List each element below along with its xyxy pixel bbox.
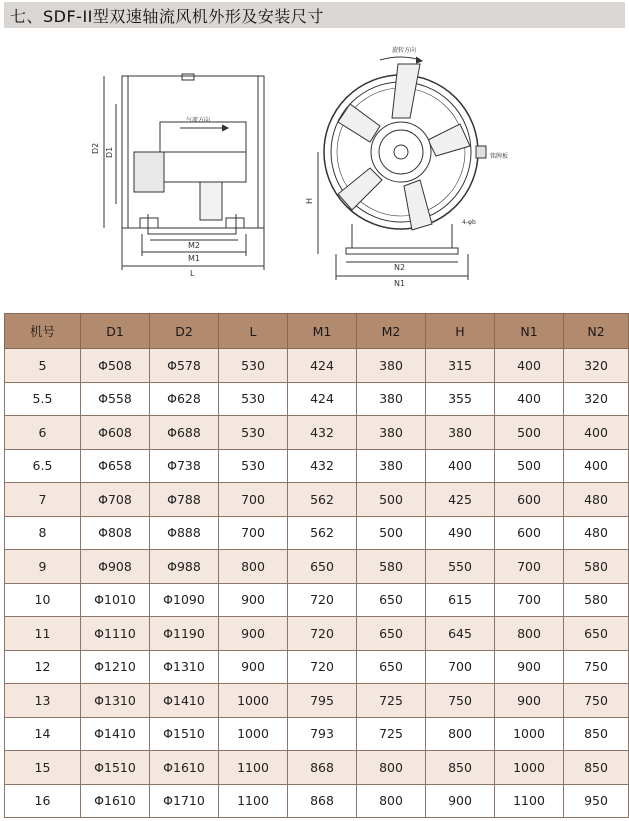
- cell-l: 530: [219, 382, 288, 416]
- cell-h: 700: [426, 650, 495, 684]
- label-n1: N1: [394, 279, 406, 288]
- table-row: [5, 483, 629, 517]
- cell-m1: 562: [288, 483, 357, 517]
- cell-n2: 400: [564, 416, 629, 450]
- cell-l: 1000: [219, 684, 288, 718]
- cell-m2: 650: [357, 583, 426, 617]
- cell-h: 645: [426, 617, 495, 651]
- cell-m2: 380: [357, 349, 426, 383]
- cell-d2: Φ1190: [150, 617, 219, 651]
- table-row: [5, 583, 629, 617]
- cell-h: 615: [426, 583, 495, 617]
- cell-l: 700: [219, 516, 288, 550]
- side-view: [104, 74, 264, 270]
- label-holes: 4-φb: [462, 219, 476, 226]
- cell-n2: 580: [564, 583, 629, 617]
- cell-h: 355: [426, 382, 495, 416]
- cell-model: 6: [5, 416, 81, 450]
- label-rotation: 旋转方向: [392, 47, 417, 54]
- cell-d2: Φ788: [150, 483, 219, 517]
- cell-n2: 480: [564, 483, 629, 517]
- cell-m2: 650: [357, 650, 426, 684]
- cell-model: 11: [5, 617, 81, 651]
- cell-d2: Φ738: [150, 449, 219, 483]
- cell-model: 8: [5, 516, 81, 550]
- cell-l: 530: [219, 349, 288, 383]
- table-row: [5, 751, 629, 785]
- table-header-row: [5, 314, 629, 349]
- cell-n2: 750: [564, 684, 629, 718]
- front-view: [318, 57, 486, 280]
- cell-m1: 720: [288, 617, 357, 651]
- cell-m2: 800: [357, 751, 426, 785]
- cell-d2: Φ688: [150, 416, 219, 450]
- table-row: [5, 784, 629, 818]
- cell-n1: 500: [495, 449, 564, 483]
- cell-l: 530: [219, 416, 288, 450]
- cell-h: 490: [426, 516, 495, 550]
- cell-n2: 750: [564, 650, 629, 684]
- table-row: [5, 516, 629, 550]
- cell-m1: 868: [288, 784, 357, 818]
- cell-m2: 500: [357, 483, 426, 517]
- cell-d1: Φ1510: [81, 751, 150, 785]
- cell-n2: 320: [564, 382, 629, 416]
- cell-model: 7: [5, 483, 81, 517]
- cell-h: 400: [426, 449, 495, 483]
- table-row: [5, 550, 629, 584]
- cell-l: 900: [219, 617, 288, 651]
- fan-dimension-drawing: [0, 34, 629, 304]
- table-row: [5, 349, 629, 383]
- cell-m1: 424: [288, 382, 357, 416]
- cell-model: 10: [5, 583, 81, 617]
- cell-l: 1100: [219, 784, 288, 818]
- cell-n2: 320: [564, 349, 629, 383]
- cell-m2: 650: [357, 617, 426, 651]
- label-flow-direction: 气流方向: [186, 117, 211, 124]
- cell-l: 900: [219, 650, 288, 684]
- table-row: [5, 650, 629, 684]
- table-row: [5, 416, 629, 450]
- table-row: [5, 449, 629, 483]
- fan-drawing-svg: [0, 34, 629, 304]
- header-d1: D1: [81, 314, 150, 349]
- cell-h: 380: [426, 416, 495, 450]
- cell-l: 800: [219, 550, 288, 584]
- cell-m2: 380: [357, 449, 426, 483]
- cell-m2: 725: [357, 717, 426, 751]
- label-n2: N2: [394, 263, 406, 272]
- header-model: 机号: [5, 314, 81, 349]
- header-n1: N1: [495, 314, 564, 349]
- cell-d1: Φ808: [81, 516, 150, 550]
- cell-d2: Φ1090: [150, 583, 219, 617]
- label-d2: D2: [91, 142, 100, 154]
- cell-h: 850: [426, 751, 495, 785]
- dimension-table: [4, 313, 629, 818]
- cell-model: 14: [5, 717, 81, 751]
- cell-m2: 500: [357, 516, 426, 550]
- label-l: L: [190, 269, 195, 278]
- cell-l: 900: [219, 583, 288, 617]
- cell-d1: Φ908: [81, 550, 150, 584]
- cell-n2: 400: [564, 449, 629, 483]
- table-row: [5, 684, 629, 718]
- cell-n1: 1100: [495, 784, 564, 818]
- section-title: 七、SDF-II型双速轴流风机外形及安装尺寸: [10, 6, 324, 26]
- cell-m2: 380: [357, 382, 426, 416]
- cell-m1: 562: [288, 516, 357, 550]
- table-body: [5, 349, 629, 818]
- cell-m2: 725: [357, 684, 426, 718]
- cell-m1: 868: [288, 751, 357, 785]
- cell-m1: 650: [288, 550, 357, 584]
- cell-m2: 380: [357, 416, 426, 450]
- cell-model: 15: [5, 751, 81, 785]
- cell-m1: 424: [288, 349, 357, 383]
- cell-h: 800: [426, 717, 495, 751]
- cell-d2: Φ578: [150, 349, 219, 383]
- cell-n2: 850: [564, 751, 629, 785]
- cell-model: 5: [5, 349, 81, 383]
- cell-d1: Φ658: [81, 449, 150, 483]
- cell-n1: 500: [495, 416, 564, 450]
- cell-model: 9: [5, 550, 81, 584]
- cell-n1: 900: [495, 684, 564, 718]
- cell-d2: Φ628: [150, 382, 219, 416]
- cell-n1: 600: [495, 483, 564, 517]
- cell-m1: 720: [288, 583, 357, 617]
- cell-n2: 480: [564, 516, 629, 550]
- cell-d1: Φ508: [81, 349, 150, 383]
- header-m2: M2: [357, 314, 426, 349]
- cell-n2: 950: [564, 784, 629, 818]
- cell-d2: Φ888: [150, 516, 219, 550]
- cell-h: 425: [426, 483, 495, 517]
- cell-n1: 600: [495, 516, 564, 550]
- header-d2: D2: [150, 314, 219, 349]
- cell-d1: Φ1610: [81, 784, 150, 818]
- cell-h: 550: [426, 550, 495, 584]
- cell-d1: Φ1010: [81, 583, 150, 617]
- header-l: L: [219, 314, 288, 349]
- cell-m1: 432: [288, 416, 357, 450]
- cell-d2: Φ1710: [150, 784, 219, 818]
- cell-m2: 580: [357, 550, 426, 584]
- label-m2: M2: [188, 241, 200, 250]
- cell-d1: Φ708: [81, 483, 150, 517]
- cell-n2: 650: [564, 617, 629, 651]
- label-h: H: [305, 197, 314, 204]
- cell-h: 900: [426, 784, 495, 818]
- cell-d1: Φ1110: [81, 617, 150, 651]
- cell-n1: 1000: [495, 717, 564, 751]
- table-row: [5, 382, 629, 416]
- cell-n2: 850: [564, 717, 629, 751]
- cell-l: 1000: [219, 717, 288, 751]
- cell-n1: 400: [495, 349, 564, 383]
- cell-n1: 900: [495, 650, 564, 684]
- cell-l: 1100: [219, 751, 288, 785]
- cell-m1: 793: [288, 717, 357, 751]
- cell-m2: 800: [357, 784, 426, 818]
- cell-d2: Φ1510: [150, 717, 219, 751]
- cell-model: 13: [5, 684, 81, 718]
- cell-m1: 720: [288, 650, 357, 684]
- cell-m1: 795: [288, 684, 357, 718]
- label-d1: D1: [105, 146, 114, 158]
- cell-n1: 700: [495, 550, 564, 584]
- cell-model: 16: [5, 784, 81, 818]
- cell-d1: Φ1310: [81, 684, 150, 718]
- cell-n2: 580: [564, 550, 629, 584]
- label-nameplate: 铭牌板: [490, 153, 509, 160]
- cell-n1: 1000: [495, 751, 564, 785]
- cell-d2: Φ1610: [150, 751, 219, 785]
- cell-m1: 432: [288, 449, 357, 483]
- cell-h: 315: [426, 349, 495, 383]
- cell-n1: 400: [495, 382, 564, 416]
- cell-l: 700: [219, 483, 288, 517]
- cell-h: 750: [426, 684, 495, 718]
- cell-model: 12: [5, 650, 81, 684]
- cell-d2: Φ988: [150, 550, 219, 584]
- label-m1: M1: [188, 254, 200, 263]
- cell-model: 5.5: [5, 382, 81, 416]
- cell-d2: Φ1410: [150, 684, 219, 718]
- cell-l: 530: [219, 449, 288, 483]
- table-row: [5, 617, 629, 651]
- cell-d2: Φ1310: [150, 650, 219, 684]
- header-n2: N2: [564, 314, 629, 349]
- cell-model: 6.5: [5, 449, 81, 483]
- cell-n1: 700: [495, 583, 564, 617]
- header-m1: M1: [288, 314, 357, 349]
- cell-d1: Φ1410: [81, 717, 150, 751]
- table-row: [5, 717, 629, 751]
- cell-n1: 800: [495, 617, 564, 651]
- cell-d1: Φ1210: [81, 650, 150, 684]
- section-title-bar: [4, 2, 625, 28]
- cell-d1: Φ558: [81, 382, 150, 416]
- header-h: H: [426, 314, 495, 349]
- cell-d1: Φ608: [81, 416, 150, 450]
